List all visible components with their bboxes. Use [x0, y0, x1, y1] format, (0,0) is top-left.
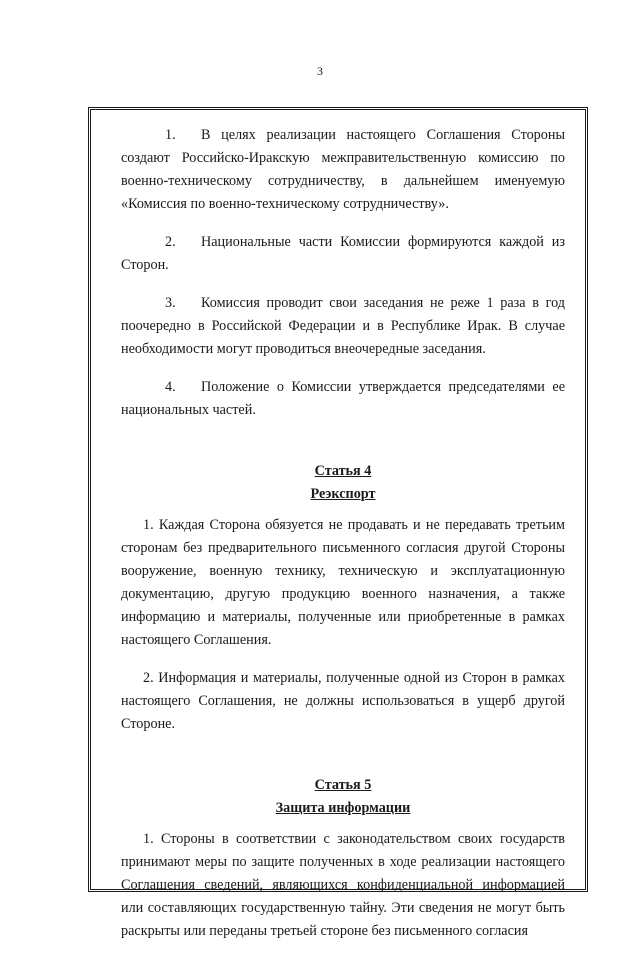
paragraph-2 [121, 231, 565, 277]
paragraph-1 [121, 124, 565, 216]
paragraph-text: Положение о Комиссии утверждается председателями ее национальных частей. [121, 379, 565, 418]
article-4-paragraph-1: 1. Каждая Сторона обязуется не продавать и не передавать третьим сторонам без предварительного письменного согласия другой Стороны вооружение, военную технику, техническую и эксплуатационную документацию, другую продукцию военного назначения, а также информацию и материалы, полученные или приобретенные в рамках настоящего Соглашения. [121, 517, 565, 648]
article-4-heading [121, 460, 565, 506]
paragraph-3 [121, 292, 565, 361]
article-4-subtitle: Реэкспорт [310, 486, 376, 502]
paragraph-text: Национальные части Комиссии формируются каждой из Сторон. [121, 234, 565, 273]
paragraph-number: 1. [165, 127, 176, 143]
document-content [121, 124, 565, 958]
article-5-title: Статья 5 [314, 777, 372, 793]
article-5-subtitle: Защита информации [275, 800, 411, 816]
paragraph-text: В целях реализации настоящего Соглашения Стороны создают Российско-Иракскую межправительственную комиссию по военно-техническому сотрудничеству, в дальнейшем именуемую «Комиссия по военно-техническому сотрудничеству». [121, 127, 565, 212]
paragraph-number: 4. [165, 379, 176, 395]
article-5-paragraph-1: 1. Стороны в соответствии с законодательством своих государств принимают меры по защите полученных в ходе реализации настоящего Соглашения сведений, являющихся конфиденциальной информацией или составляющих государственную тайну. Эти сведения не могут быть раскрыты или переданы третьей стороне без письменного согласия [121, 831, 565, 939]
paragraph-text: Комиссия проводит свои заседания не реже 1 раза в год поочередно в Российской Федерации и в Республике Ирак. В случае необходимости могут проводиться внеочередные заседания. [121, 295, 565, 357]
article-4-paragraph-2: 2. Информация и материалы, полученные одной из Сторон в рамках настоящего Соглашения, не должны использоваться в ущерб другой Стороне. [121, 670, 565, 732]
article-5-heading [121, 774, 565, 820]
document-frame [88, 107, 588, 939]
paragraph-number: 2. [165, 234, 176, 250]
paragraph-4 [121, 376, 565, 422]
paragraph-number: 3. [165, 295, 176, 311]
article-4-title: Статья 4 [314, 463, 372, 479]
page-number: 3 [317, 64, 323, 78]
